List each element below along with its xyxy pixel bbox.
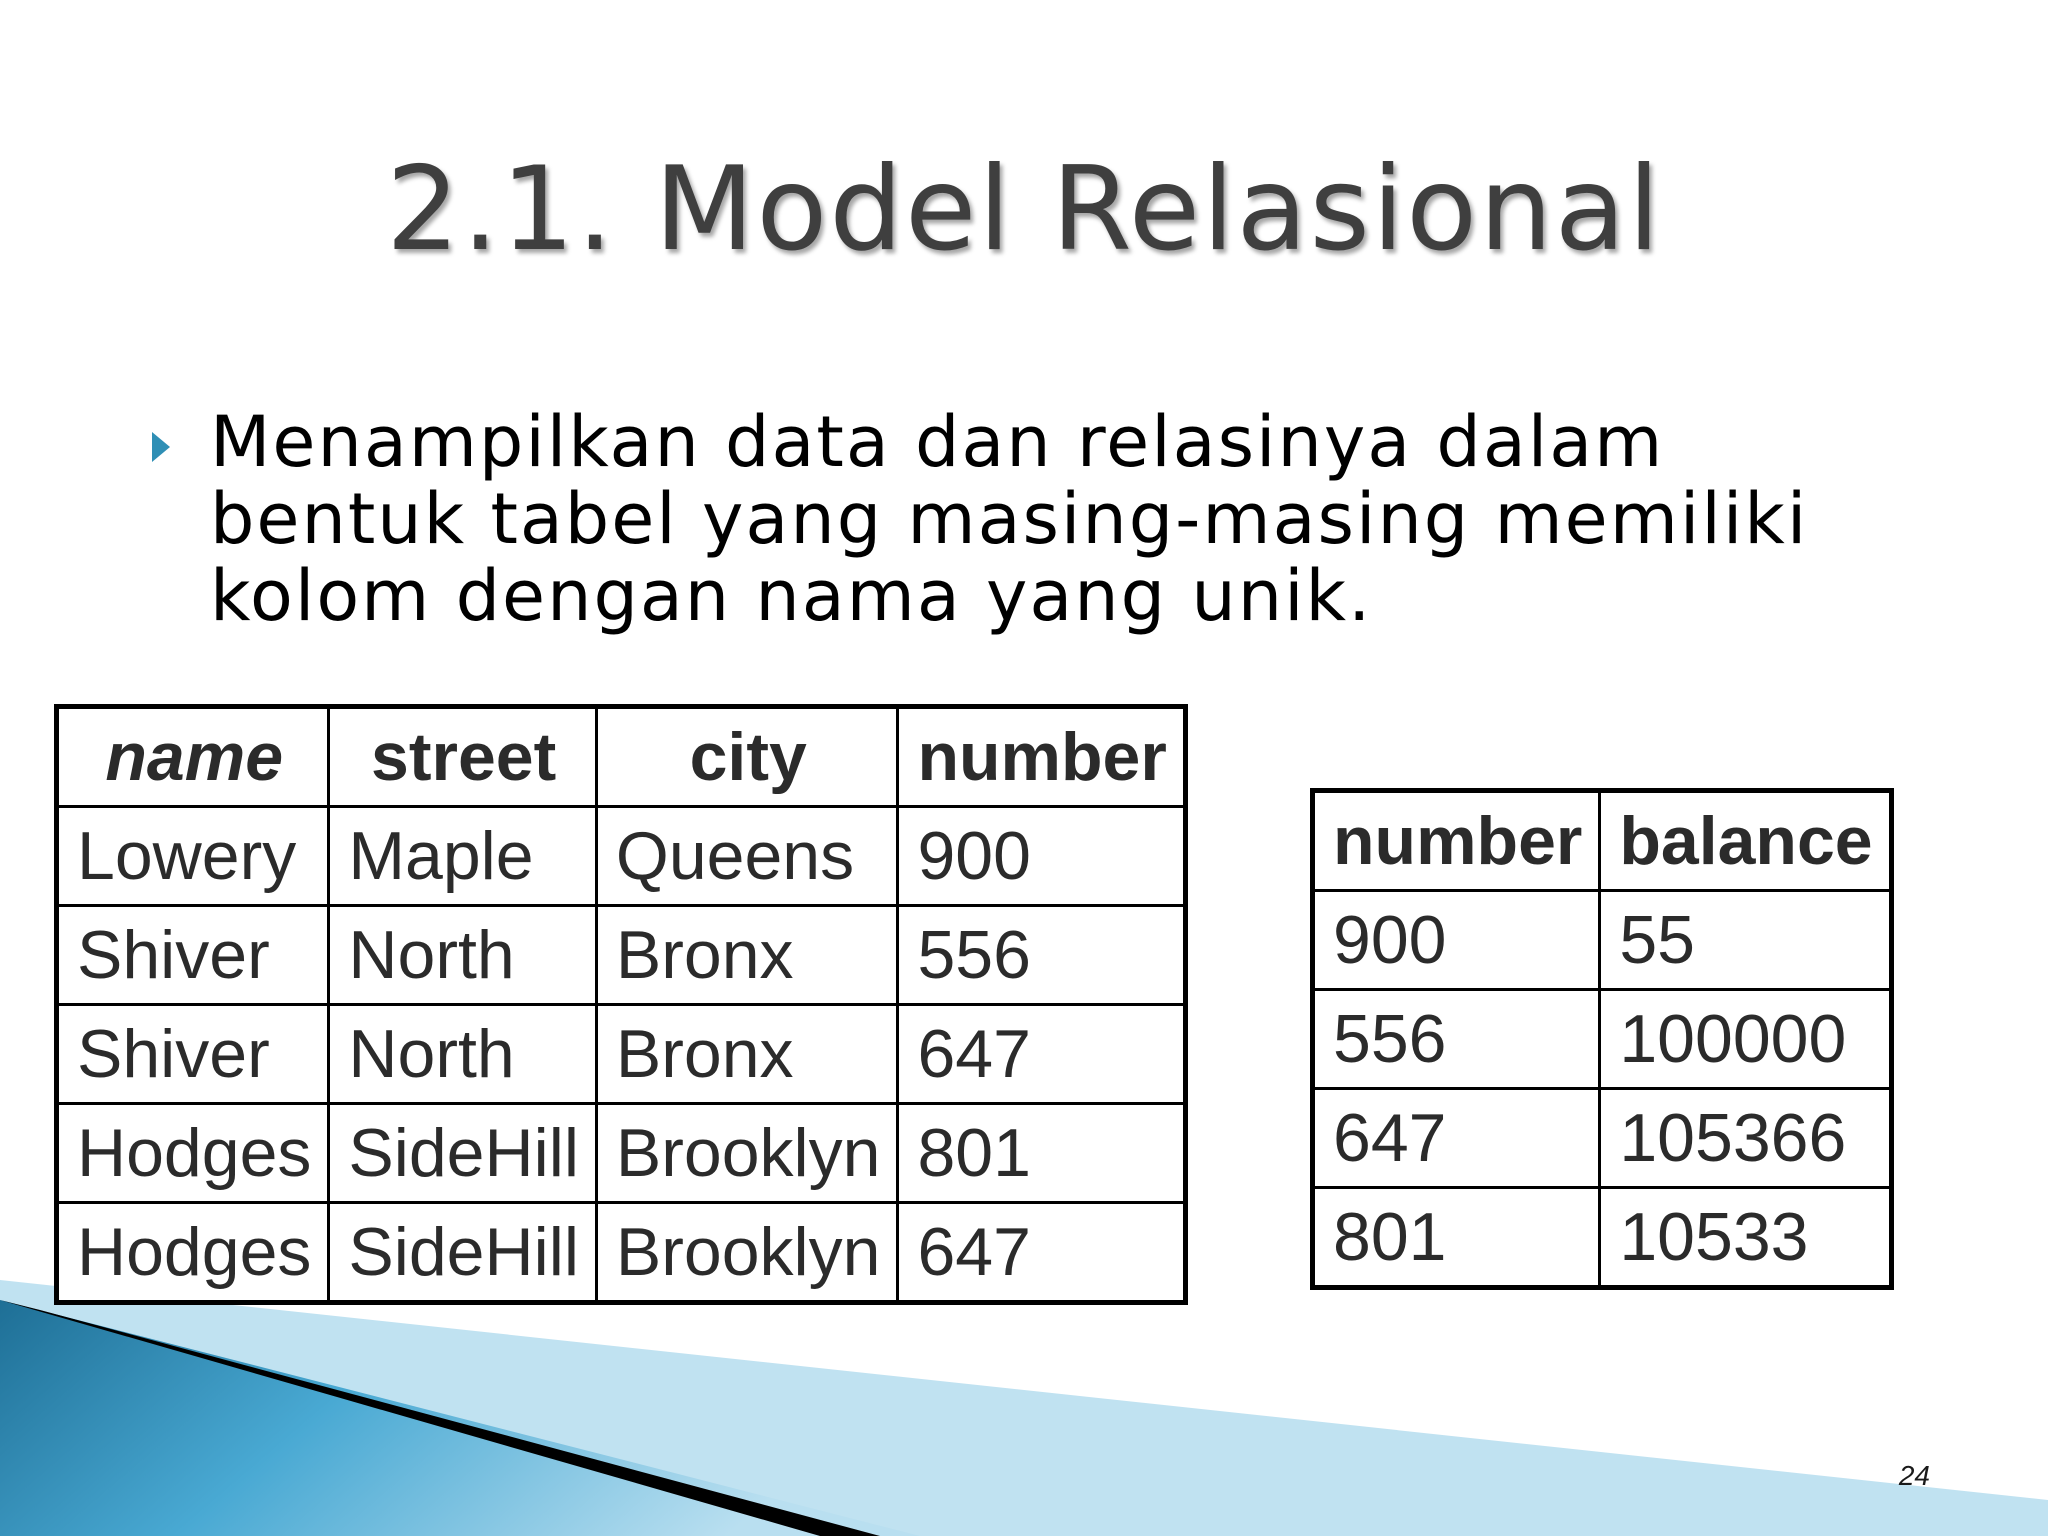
table-cell: 900 — [898, 807, 1185, 906]
page-number: 24 — [1898, 1460, 1930, 1491]
table-cell: Queens — [596, 807, 898, 906]
table-cell: North — [329, 1005, 597, 1104]
table-cell: SideHill — [329, 1104, 597, 1203]
table-row — [1313, 891, 1892, 990]
table-cell: 647 — [898, 1005, 1185, 1104]
table-cell: 801 — [898, 1104, 1185, 1203]
column-header-number: number — [1313, 791, 1600, 891]
table-cell: 100000 — [1600, 990, 1891, 1089]
table-row — [1313, 990, 1892, 1089]
column-header-street: street — [329, 707, 597, 807]
table-cell: SideHill — [329, 1203, 597, 1303]
table-row — [57, 807, 1186, 906]
table-cell: North — [329, 906, 597, 1005]
table-row — [57, 1005, 1186, 1104]
column-header-city: city — [596, 707, 898, 807]
table-cell: 105366 — [1600, 1089, 1891, 1188]
table-cell: Brooklyn — [596, 1104, 898, 1203]
table-header-row — [1313, 791, 1892, 891]
table-cell: Shiver — [57, 1005, 329, 1104]
table-cell: 55 — [1600, 891, 1891, 990]
table-cell: Hodges — [57, 1104, 329, 1203]
table-cell: Lowery — [57, 807, 329, 906]
table-cell: Brooklyn — [596, 1203, 898, 1303]
bullet-arrow-icon — [152, 432, 170, 462]
table-row — [57, 906, 1186, 1005]
table-row — [57, 1104, 1186, 1203]
table-row — [57, 1203, 1186, 1303]
table-header-row — [57, 707, 1186, 807]
table-cell: 556 — [898, 906, 1185, 1005]
account-table — [54, 704, 1188, 1305]
table-cell: Shiver — [57, 906, 329, 1005]
column-header-name: name — [57, 707, 329, 807]
table-cell: 10533 — [1600, 1188, 1891, 1288]
column-header-balance: balance — [1600, 791, 1891, 891]
table-cell: 556 — [1313, 990, 1600, 1089]
table-row — [1313, 1188, 1892, 1288]
table-cell: 647 — [1313, 1089, 1600, 1188]
table-cell: 647 — [898, 1203, 1185, 1303]
column-header-number: number — [898, 707, 1185, 807]
table-cell: Bronx — [596, 906, 898, 1005]
table-cell: 801 — [1313, 1188, 1600, 1288]
table-cell: Hodges — [57, 1203, 329, 1303]
slide-title: 2.1. Model Relasional — [386, 142, 1662, 277]
bullet-text: Menampilkan data dan relasinya dalam bentuk tabel yang masing-masing memiliki kolom dengan nama yang unik. — [210, 401, 1809, 637]
table-cell: 900 — [1313, 891, 1600, 990]
balance-table — [1310, 788, 1894, 1290]
table-row — [1313, 1089, 1892, 1188]
table-cell: Bronx — [596, 1005, 898, 1104]
table-cell: Maple — [329, 807, 597, 906]
